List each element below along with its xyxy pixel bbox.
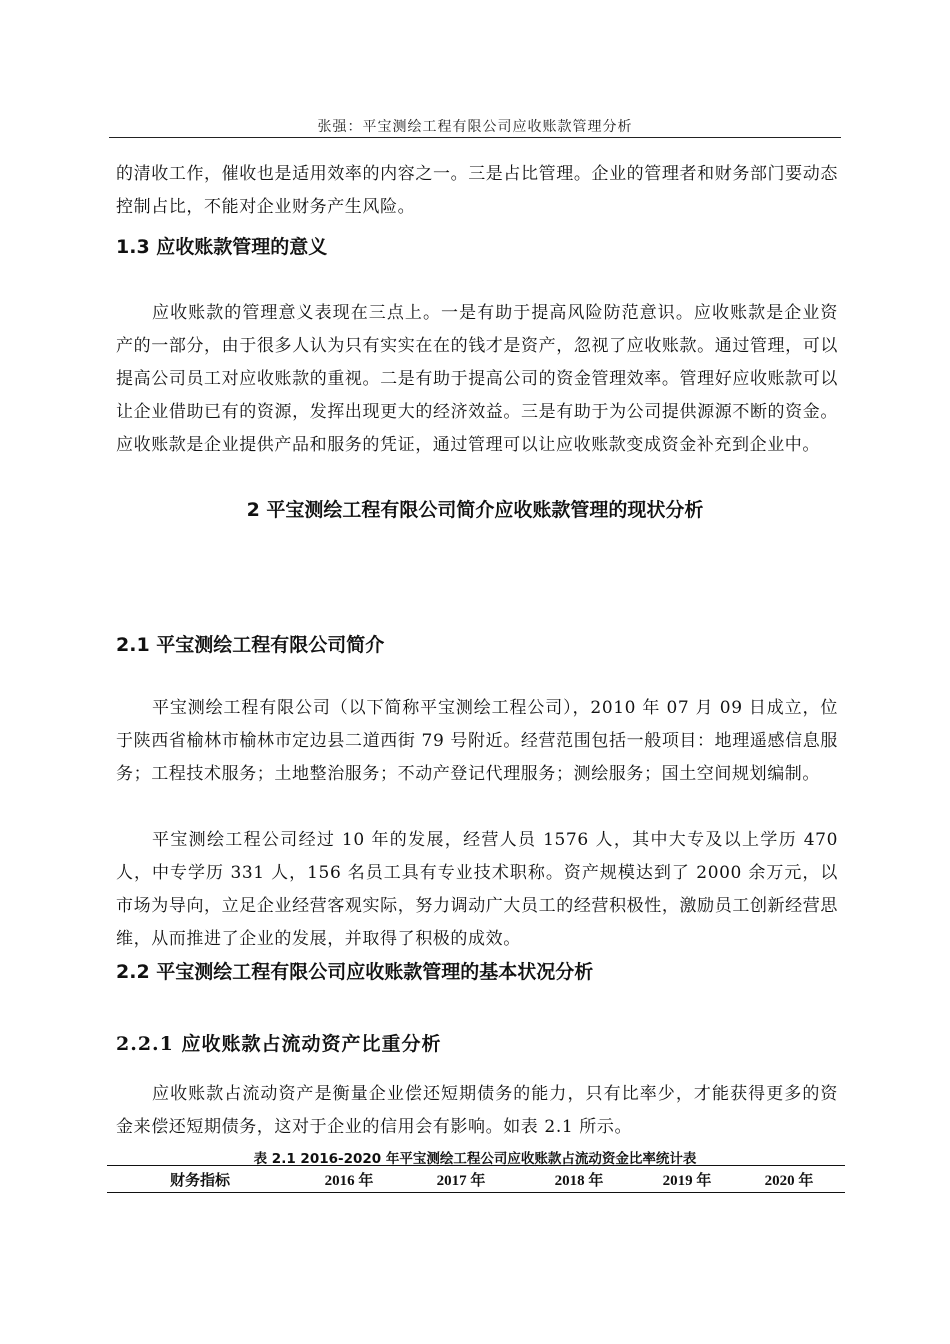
column-header-2017: 2017 年 xyxy=(436,1173,486,1189)
section-2-1-heading: 2.1 平宝测绘工程有限公司简介 xyxy=(116,634,385,656)
section-1-3-heading: 1.3 应收账款管理的意义 xyxy=(116,236,328,258)
table-caption: 表 2.1 2016-2020 年平宝测绘工程公司应收账款占流动资金比率统计表 xyxy=(253,1151,697,1167)
column-header-2018: 2018 年 xyxy=(554,1173,604,1189)
column-header-2019: 2019 年 xyxy=(662,1173,712,1189)
column-header-2016: 2016 年 xyxy=(324,1173,374,1189)
section-2-1-paragraph-1: 平宝测绘工程有限公司（以下简称平宝测绘工程公司），2010 年 07 月 09 日成立，位于陕西省榆林市榆林市定边县二道西街 79 号附近。经营范围包括一般项目：地理遥感信息服务；工程技术服务；土地整治服务；不动产登记代理服务；测绘服务；国土空间规划编制。 xyxy=(116,698,838,784)
section-1-3-paragraph: 应收账款的管理意义表现在三点上。一是有助于提高风险防范意识。应收账款是企业资产的一部分，由于很多人认为只有实实在在的钱才是资产，忽视了应收账款。通过管理，可以提高公司员工对应收账款的重视。二是有助于提高公司的资金管理效率。管理好应收账款可以让企业借助已有的资源，发挥出现更大的经济效益。三是有助于为公司提供源源不断的资金。应收账款是企业提供产品和服务的凭证，通过管理可以让应收账款变成资金补充到企业中。 xyxy=(116,303,838,455)
header-rule xyxy=(109,137,841,138)
column-header-2020: 2020 年 xyxy=(764,1173,814,1189)
intro-paragraph: 的清收工作，催收也是适用效率的内容之一。三是占比管理。企业的管理者和财务部门要动态控制占比，不能对企业财务产生风险。 xyxy=(116,164,838,217)
column-header-indicator: 财务指标 xyxy=(169,1173,230,1189)
section-2-2-1-paragraph: 应收账款占流动资产是衡量企业偿还短期债务的能力，只有比率少，才能获得更多的资金来偿还短期债务，这对于企业的信用会有影响。如表 2.1 所示。 xyxy=(116,1084,838,1137)
financial-ratio-table xyxy=(107,1165,845,1193)
running-header: 张强：平宝测绘工程有限公司应收账款管理分析 xyxy=(317,119,633,135)
table-header-row xyxy=(107,1166,845,1193)
section-2-2-1-heading: 2.2.1 应收账款占流动资产比重分析 xyxy=(116,1033,442,1055)
section-2-2-heading: 2.2 平宝测绘工程有限公司应收账款管理的基本状况分析 xyxy=(116,961,594,983)
section-2-1-paragraph-2: 平宝测绘工程公司经过 10 年的发展，经营人员 1576 人，其中大专及以上学历 470 人，中专学历 331 人，156 名员工具有专业技术职称。资产规模达到了 2000 余万元，以市场为导向，立足企业经营客观实际，努力调动广大员工的经营积极性，激励员工创新经营思维，从而推进了企业的发展，并取得了积极的成效。 xyxy=(116,830,838,949)
chapter-2-heading: 2 平宝测绘工程有限公司简介应收账款管理的现状分析 xyxy=(246,499,704,521)
